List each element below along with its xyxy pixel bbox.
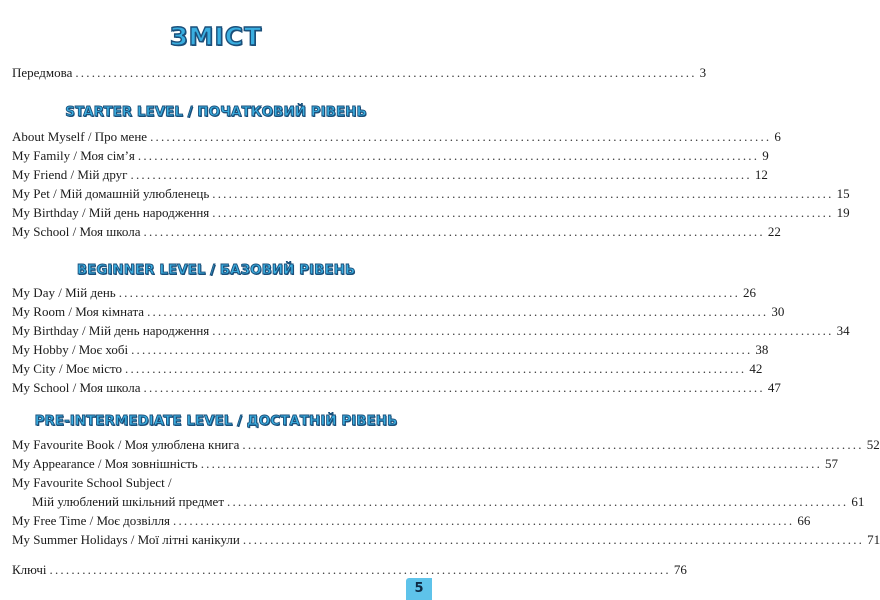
section-heading-pre-intermediate: PRE-INTERMEDIATE LEVEL / ДОСТАТНІЙ РІВЕНЬ bbox=[34, 413, 398, 429]
toc-entry-page: 22 bbox=[767, 224, 781, 239]
dot-leader: .................................................................................................................. bbox=[173, 513, 795, 528]
toc-entry-label: My School / Моя школа bbox=[12, 380, 141, 395]
toc-entry-page: 71 bbox=[867, 532, 880, 547]
toc-entry-page: 42 bbox=[749, 361, 763, 376]
toc-entry[interactable] bbox=[12, 322, 850, 340]
toc-entry-label: My City / Моє місто bbox=[12, 361, 122, 376]
toc-entry-label: My Day / Мій день bbox=[12, 285, 116, 300]
dot-leader: .................................................................................................................. bbox=[137, 148, 760, 163]
dot-leader: .................................................................................................................. bbox=[227, 494, 849, 509]
toc-entry[interactable] bbox=[12, 185, 850, 203]
toc-entry[interactable] bbox=[12, 204, 850, 222]
dot-leader: .................................................................................................................. bbox=[143, 224, 765, 239]
toc-entry-page: 9 bbox=[762, 148, 769, 163]
toc-entry[interactable] bbox=[12, 341, 769, 359]
toc-entry-label: My Appearance / Моя зовнішність bbox=[12, 456, 198, 471]
dot-leader: .................................................................................................................. bbox=[131, 342, 753, 357]
toc-entry-page: 57 bbox=[825, 456, 839, 471]
toc-entry[interactable] bbox=[12, 360, 763, 378]
toc-entry[interactable] bbox=[12, 284, 757, 302]
toc-entry-label: My Family / Моя сім’я bbox=[12, 148, 135, 163]
toc-entry[interactable] bbox=[12, 379, 781, 397]
toc-entry[interactable] bbox=[12, 303, 785, 321]
section-heading-beginner: BEGINNER LEVEL / БАЗОВИЙ РІВЕНЬ bbox=[76, 262, 356, 278]
toc-entry-page: 66 bbox=[797, 513, 811, 528]
toc-entry-page: 19 bbox=[836, 205, 850, 220]
toc-entry-page: 76 bbox=[673, 562, 687, 577]
toc-entry-label: My Pet / Мій домашній улюбленець bbox=[12, 186, 210, 201]
toc-entry-label: My Favourite School Subject / bbox=[12, 475, 172, 490]
toc-entry[interactable] bbox=[12, 455, 839, 473]
toc-entry-label: My School / Моя школа bbox=[12, 224, 141, 239]
toc-entry-label: My Favourite Book / Моя улюблена книга bbox=[12, 437, 240, 452]
dot-leader: .................................................................................................................. bbox=[200, 456, 823, 471]
toc-entry-label: Ключі bbox=[12, 562, 47, 577]
toc-entry-keys[interactable] bbox=[12, 561, 687, 579]
toc-entry-page: 38 bbox=[755, 342, 769, 357]
toc-entry-page: 52 bbox=[866, 437, 880, 452]
toc-entry[interactable] bbox=[12, 147, 769, 165]
dot-leader: .................................................................................................................. bbox=[242, 437, 864, 452]
toc-entry-page: 30 bbox=[771, 304, 785, 319]
toc-entry-label: Передмова bbox=[12, 65, 73, 80]
toc-entry[interactable] bbox=[12, 166, 768, 184]
dot-leader: .................................................................................................................. bbox=[242, 532, 865, 547]
dot-leader: .................................................................................................................. bbox=[130, 167, 752, 182]
dot-leader: .................................................................................................................. bbox=[49, 562, 671, 577]
toc-entry[interactable] bbox=[12, 128, 781, 146]
toc-entry-page: 3 bbox=[699, 65, 707, 80]
toc-entry-label: About Myself / Про мене bbox=[12, 129, 148, 144]
dot-leader: .................................................................................................................. bbox=[125, 361, 747, 376]
toc-entry-page: 34 bbox=[836, 323, 850, 338]
dot-leader: .................................................................................................................. bbox=[212, 186, 834, 201]
toc-entry-intro[interactable] bbox=[12, 64, 707, 82]
dot-leader: .................................................................................................................. bbox=[147, 304, 769, 319]
toc-entry[interactable] bbox=[12, 531, 880, 549]
toc-entry-label: My Birthday / Мій день народження bbox=[12, 323, 210, 338]
page-number-badge: 5 bbox=[406, 578, 432, 600]
dot-leader: .................................................................................................................. bbox=[150, 129, 772, 144]
toc-entry-page: 6 bbox=[774, 129, 781, 144]
dot-leader: .................................................................................................................. bbox=[212, 323, 834, 338]
toc-entry-label: My Free Time / Моє дозвілля bbox=[12, 513, 171, 528]
dot-leader: .................................................................................................................. bbox=[212, 205, 834, 220]
section-heading-starter: STARTER LEVEL / ПОЧАТКОВИЙ РІВЕНЬ bbox=[65, 104, 367, 120]
dot-leader: .................................................................................................................. bbox=[143, 380, 765, 395]
page-title: ЗМІСТ bbox=[169, 22, 263, 51]
toc-entry[interactable] bbox=[12, 436, 880, 454]
toc-entry-label: My Friend / Мій друг bbox=[12, 167, 128, 182]
toc-entry-label: My Room / Моя кімната bbox=[12, 304, 145, 319]
dot-leader: .................................................................................................................. bbox=[75, 65, 697, 80]
toc-entry-label-continued: Мій улюблений шкільний предмет bbox=[32, 494, 224, 509]
toc-entry-page: 47 bbox=[767, 380, 781, 395]
toc-entry-line2[interactable] bbox=[12, 493, 865, 511]
dot-leader: .................................................................................................................. bbox=[118, 285, 741, 300]
toc-entry-line1[interactable] bbox=[12, 474, 399, 492]
toc-entry-label: My Hobby / Моє хобі bbox=[12, 342, 129, 357]
toc-entry-page: 12 bbox=[754, 167, 768, 182]
toc-entry[interactable] bbox=[12, 223, 781, 241]
toc-entry-page: 61 bbox=[851, 494, 865, 509]
toc-entry-page: 26 bbox=[743, 285, 757, 300]
toc-entry[interactable] bbox=[12, 512, 811, 530]
toc-entry-label: My Summer Holidays / Мої літні канікули bbox=[12, 532, 240, 547]
toc-entry-page: 15 bbox=[836, 186, 850, 201]
toc-entry-label: My Birthday / Мій день народження bbox=[12, 205, 210, 220]
